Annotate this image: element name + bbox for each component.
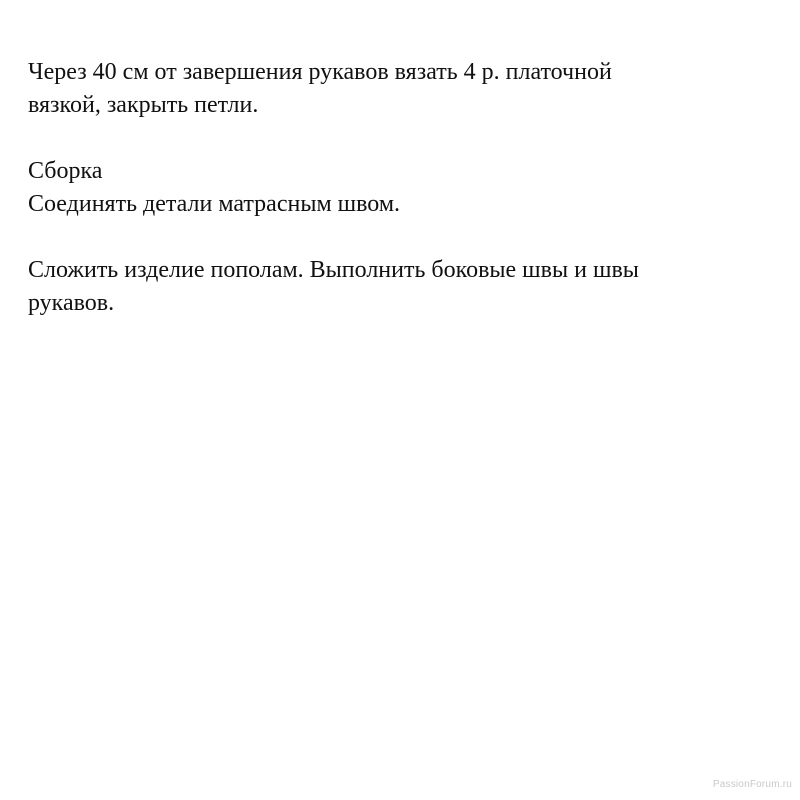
paragraph-sleeve-finish: [28, 56, 768, 122]
section-heading-assembly: Сборка: [28, 158, 103, 184]
text-line: Соединять детали матрасным швом.: [28, 191, 401, 217]
text-line: рукавов.: [28, 290, 115, 316]
paragraph-assembly: [28, 155, 768, 221]
watermark: PassionForum.ru: [712, 779, 792, 790]
text-line: Через 40 см от завершения рукавов вязать 4 р. платочной: [28, 59, 612, 85]
paragraph-seams: [28, 254, 768, 320]
document-body: [28, 56, 768, 353]
text-line: Сложить изделие пополам. Выполнить боковые швы и швы: [28, 257, 639, 283]
text-line: вязкой, закрыть петли.: [28, 92, 259, 118]
